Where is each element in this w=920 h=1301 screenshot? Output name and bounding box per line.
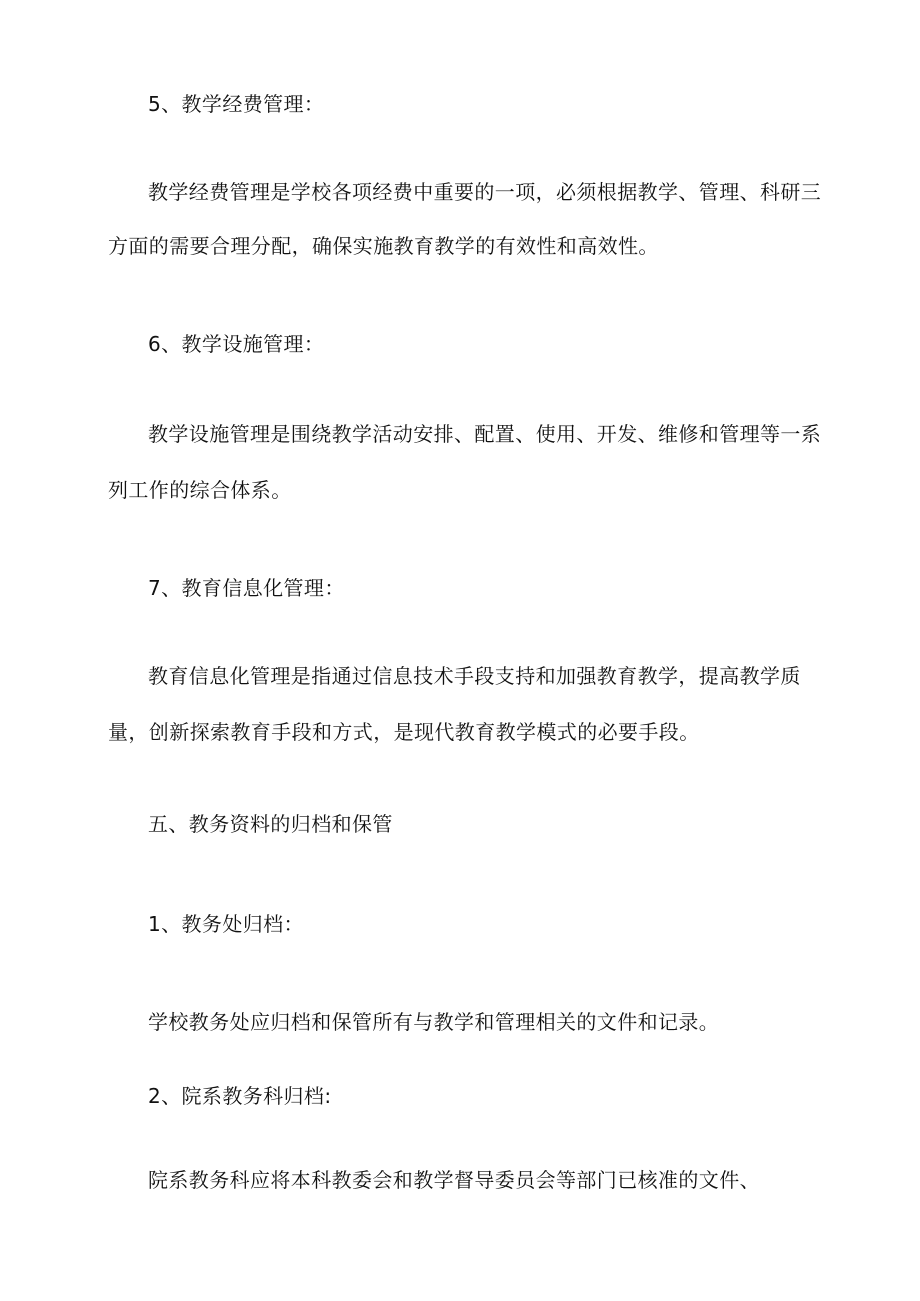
paragraph-teaching-facilities-line-1: 教学设施管理是围绕教学活动安排、配置、使用、开发、维修和管理等一系 — [148, 422, 822, 446]
paragraph-teaching-funds-line-2: 方面的需要合理分配，确保实施教育教学的有效性和高效性。 — [108, 234, 659, 258]
section-heading-teaching-funds: 5、教学经费管理： — [148, 92, 325, 116]
section-heading-academic-office-archiving: 1、教务处归档： — [148, 912, 304, 936]
section-heading-teaching-facilities: 6、教学设施管理： — [148, 332, 325, 356]
paragraph-department-archiving: 院系教务科应将本科教委会和教学督导委员会等部门已核准的文件、 — [148, 1168, 760, 1192]
paragraph-teaching-facilities-line-2: 列工作的综合体系。 — [108, 478, 292, 502]
paragraph-academic-office-archiving: 学校教务处应归档和保管所有与教学和管理相关的文件和记录。 — [148, 1010, 720, 1034]
paragraph-education-informatization-line-2: 量，创新探索教育手段和方式，是现代教育教学模式的必要手段。 — [108, 720, 700, 744]
paragraph-teaching-funds-line-1: 教学经费管理是学校各项经费中重要的一项，必须根据教学、管理、科研三 — [148, 180, 822, 204]
paragraph-education-informatization-line-1: 教育信息化管理是指通过信息技术手段支持和加强教育教学，提高教学质 — [148, 664, 801, 688]
chapter-heading-archiving: 五、教务资料的归档和保管 — [148, 812, 393, 836]
section-heading-department-archiving: 2、院系教务科归档: — [148, 1084, 332, 1108]
section-heading-education-informatization: 7、教育信息化管理： — [148, 576, 345, 600]
